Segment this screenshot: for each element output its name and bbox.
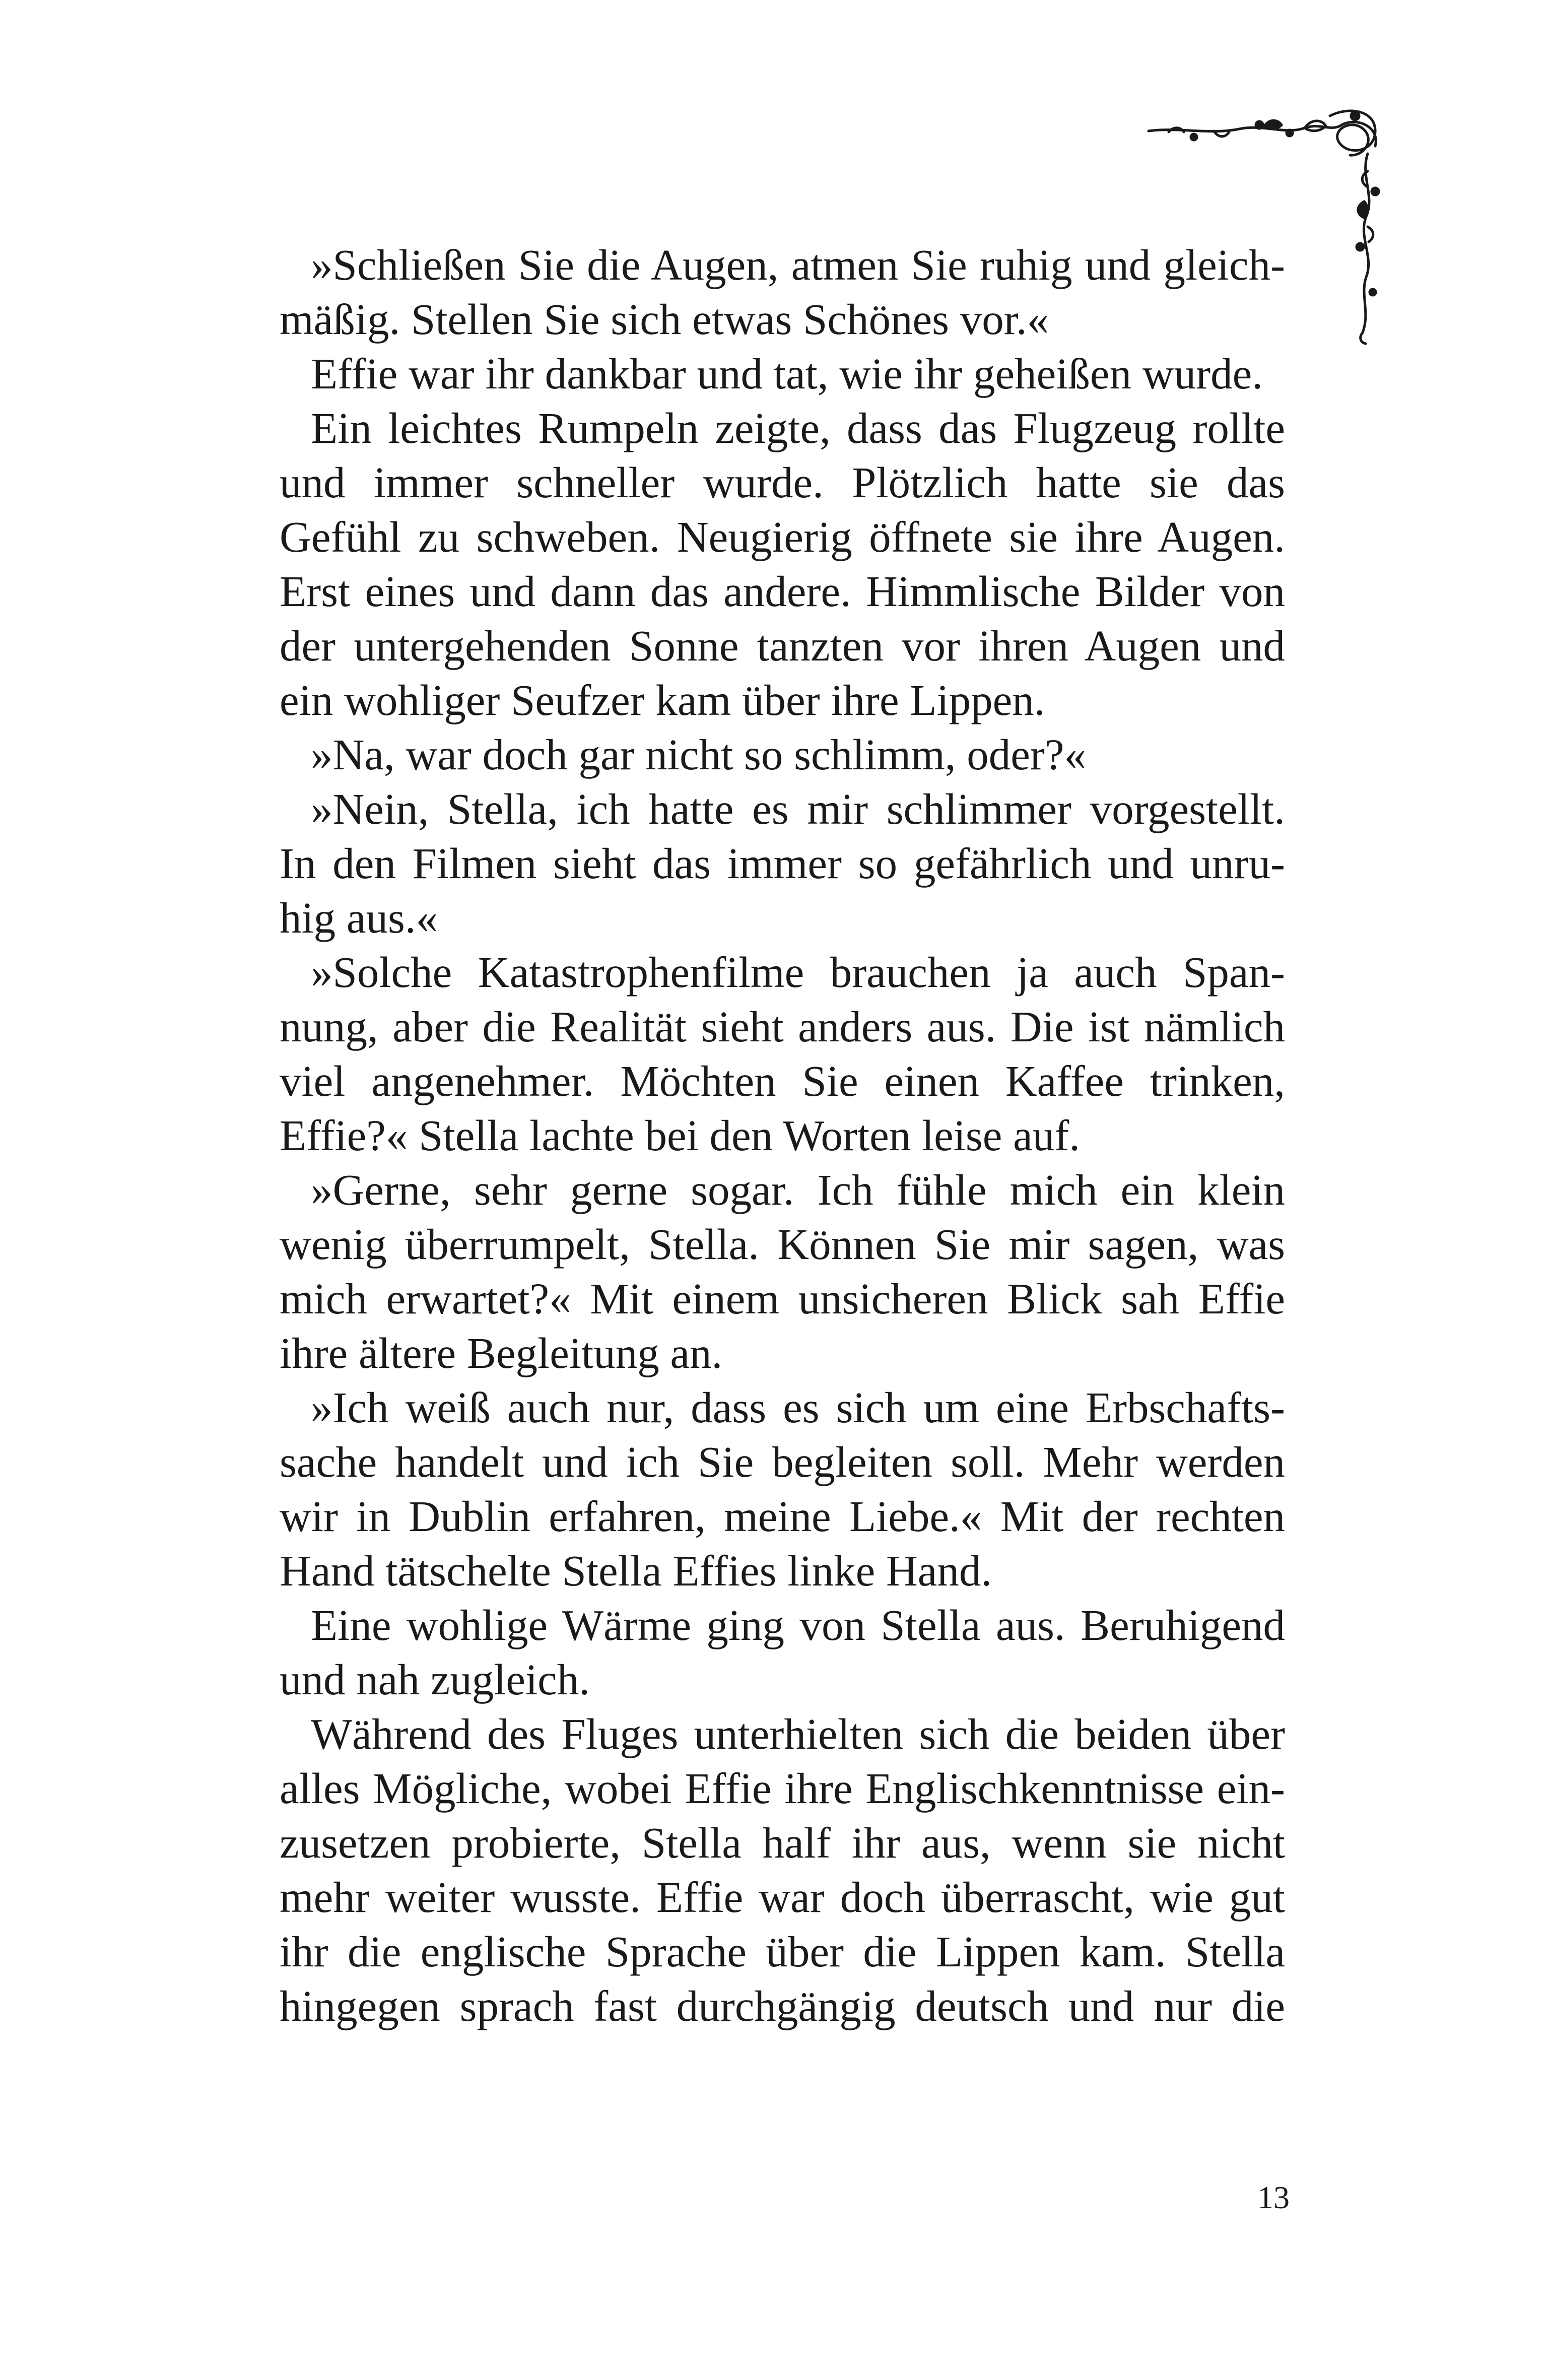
text-line: Ein leichtes Rumpeln zeigte, dass das Flugzeug rollte	[311, 404, 1285, 452]
text-line: Hand tätschelte Stella Effies linke Hand.	[280, 1546, 992, 1595]
text-line: und immer schneller wurde. Plötzlich hatte sie das	[280, 458, 1285, 507]
text-line: wenig überrumpelt, Stella. Können Sie mir sagen, was	[280, 1220, 1285, 1269]
text-line: viel angenehmer. Möchten Sie einen Kaffee trinken,	[280, 1056, 1285, 1105]
text-line: mich erwartet?« Mit einem unsicheren Blick sah Effie	[280, 1274, 1285, 1323]
text-line: nung, aber die Realität sieht anders aus. Die ist nämlich	[280, 1002, 1285, 1051]
text-line: sache handelt und ich Sie begleiten soll. Mehr werden	[280, 1437, 1285, 1486]
text-line: mehr weiter wusste. Effie war doch überrascht, wie gut	[280, 1873, 1285, 1922]
text-line: »Nein, Stella, ich hatte es mir schlimmer vorgestellt.	[311, 784, 1285, 833]
text-line: wir in Dublin erfahren, meine Liebe.« Mit der rechten	[280, 1492, 1285, 1541]
text-line: alles Mögliche, wobei Effie ihre Englischkenntnisse ein-	[280, 1764, 1285, 1813]
text-line: zusetzen probierte, Stella half ihr aus, wenn sie nicht	[280, 1818, 1285, 1867]
body-text	[280, 238, 1285, 2033]
text-line: »Solche Katastrophenfilme brauchen ja auch Span-	[311, 948, 1285, 997]
text-line: hig aus.«	[280, 893, 438, 942]
text-line: »Gerne, sehr gerne sogar. Ich fühle mich ein klein	[311, 1165, 1285, 1214]
text-line: ihre ältere Begleitung an.	[280, 1329, 723, 1377]
text-line: »Schließen Sie die Augen, atmen Sie ruhig und gleich-	[311, 240, 1285, 289]
text-line: In den Filmen sieht das immer so gefährlich und unru-	[280, 839, 1285, 888]
text-line: Effie war ihr dankbar und tat, wie ihr geheißen wurde.	[311, 349, 1263, 398]
text-line: »Ich weiß auch nur, dass es sich um eine Erbschafts-	[311, 1383, 1285, 1432]
text-line: Eine wohlige Wärme ging von Stella aus. Beruhigend	[311, 1601, 1285, 1649]
text-line: und nah zugleich.	[280, 1655, 590, 1704]
text-line: ihr die englische Sprache über die Lippen kam. Stella	[280, 1927, 1285, 1976]
text-line: Gefühl zu schweben. Neugierig öffnete sie ihre Augen.	[280, 512, 1285, 561]
text-line: der untergehenden Sonne tanzten vor ihren Augen und	[280, 621, 1285, 670]
text-line: Erst eines und dann das andere. Himmlische Bilder von	[280, 567, 1285, 616]
page-number: 13	[1257, 2179, 1290, 2215]
text-line: mäßig. Stellen Sie sich etwas Schönes vor.«	[280, 295, 1049, 344]
text-line: Effie?« Stella lachte bei den Worten leise auf.	[280, 1111, 1080, 1160]
text-line: ein wohliger Seufzer kam über ihre Lippen.	[280, 676, 1045, 724]
text-line: »Na, war doch gar nicht so schlimm, oder?«	[311, 730, 1086, 779]
text-line: hingegen sprach fast durchgängig deutsch und nur die	[280, 1981, 1285, 2030]
text-line: Während des Fluges unterhielten sich die beiden über	[311, 1709, 1285, 1758]
